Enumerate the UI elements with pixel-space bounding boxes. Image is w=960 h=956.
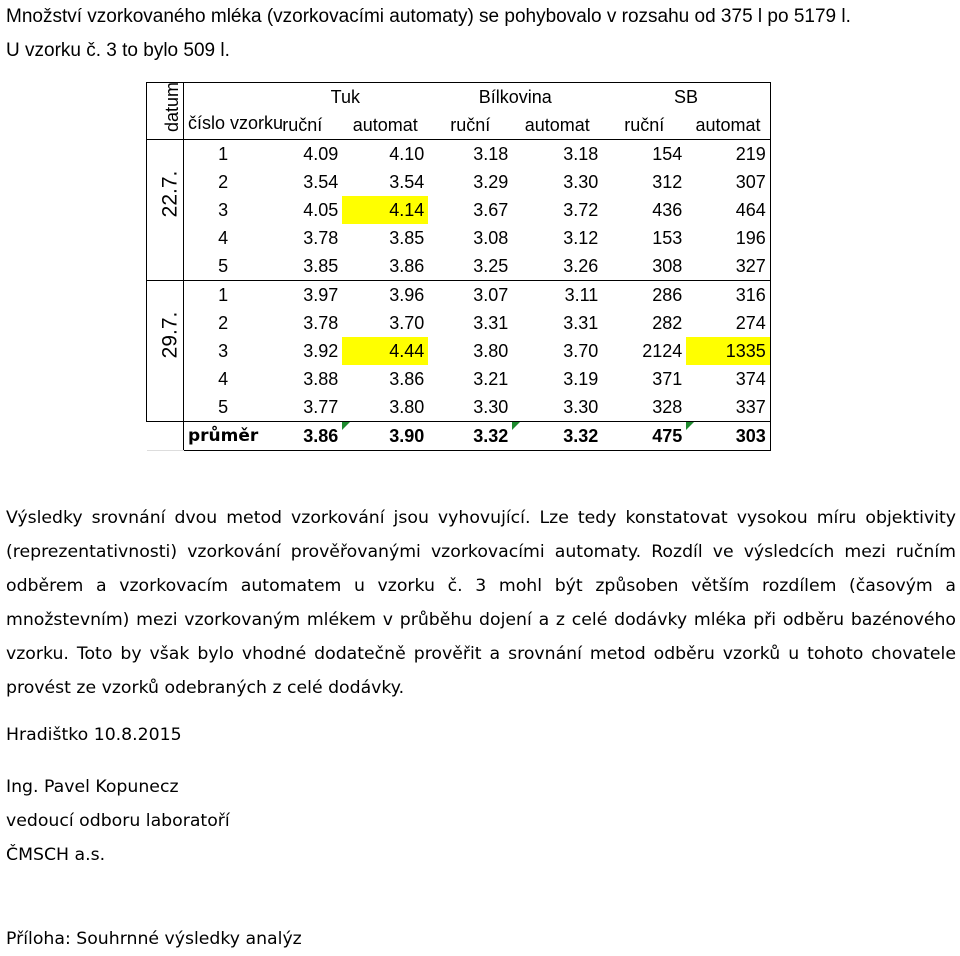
average-value: 3.32	[512, 422, 602, 451]
group-header-protein: Bílkovina	[428, 83, 602, 112]
average-row	[147, 422, 771, 451]
value-cell: 3.96	[342, 281, 428, 310]
value-cell: 3.30	[563, 172, 599, 192]
signature-name: Ing. Pavel Kopunecz	[6, 777, 179, 797]
average-spacer	[147, 422, 184, 451]
value-cell: 327	[686, 252, 770, 281]
value-cell: 3.86	[389, 369, 425, 389]
header-row-groups	[147, 83, 771, 112]
value-cell: 374	[686, 365, 770, 393]
date-cell	[147, 140, 184, 281]
table-row	[147, 393, 771, 422]
subheader-cell: automat	[686, 111, 770, 140]
intro-line-2: U vzorku č. 3 to bylo 509 l.	[6, 40, 230, 61]
attachment-note	[6, 922, 302, 956]
date-header-cell	[147, 83, 184, 140]
group-header-sb: SB	[602, 83, 770, 112]
value-cell: 3.11	[512, 281, 602, 310]
average-value: 3.90	[342, 422, 428, 451]
value-cell: 3.70	[563, 341, 599, 361]
intro-text	[6, 0, 956, 68]
table-row	[147, 309, 771, 337]
value-cell: 3.80	[473, 341, 509, 361]
value-cell: 3.07	[428, 281, 512, 310]
table-row	[147, 224, 771, 252]
place-date	[6, 718, 182, 752]
value-cell: 3.31	[473, 313, 509, 333]
sample-number: 2	[184, 309, 263, 337]
value-cell: 3.72	[563, 200, 599, 220]
value-cell: 3.86	[389, 256, 425, 276]
value-cell: 312	[652, 172, 683, 192]
value-cell-highlighted: 4.14	[342, 196, 428, 224]
results-table	[146, 82, 771, 451]
average-value: 3.32	[428, 422, 512, 451]
value-cell: 371	[652, 369, 683, 389]
value-cell: 308	[652, 256, 683, 276]
value-cell: 3.77	[303, 397, 339, 417]
sample-number: 2	[184, 168, 263, 196]
attachment-text: Příloha: Souhrnné výsledky analýz	[6, 929, 302, 949]
sample-number-header-cell	[184, 83, 284, 140]
value-cell: 3.08	[473, 228, 509, 248]
value-cell: 3.70	[389, 313, 425, 333]
value-cell: 3.12	[563, 228, 599, 248]
average-value: 3.86	[262, 422, 342, 451]
value-cell: 286	[602, 281, 686, 310]
sample-number: 1	[184, 140, 263, 169]
value-cell-highlighted: 4.44	[342, 337, 428, 365]
sample-number: 3	[184, 196, 263, 224]
value-cell: 3.29	[473, 172, 509, 192]
value-cell: 154	[602, 140, 686, 169]
subheader-cell: automat	[352, 115, 418, 135]
date-label: 29.7.	[158, 311, 182, 359]
conclusion-text: Výsledky srovnání dvou metod vzorkování jsou vyhovující. Lze tedy konstatovat vysokou míru objektivity (reprezentativnosti) vzorkování prověřovanými vzorkovacími automaty. Rozdíl ve výsledcích mezi ručním odběrem a vzorkovacím automatem u vzorku č. 3 mohl být způsoben větším rozdílem (časovým a množstevním) mezi vzorkovaným mlékem v průběhu dojení a z celé dodávky mléka při odběru bazénového vzorku. Toto by však bylo vhodné dodatečně prověřit a srovnání metod odběru vzorků u tohoto chovatele provést ze vzorků odebraných z celé dodávky.	[6, 508, 956, 698]
value-cell: 3.21	[473, 369, 509, 389]
value-cell: 196	[686, 224, 770, 252]
value-cell: 3.78	[303, 228, 339, 248]
sample-number: 5	[184, 252, 263, 281]
sample-number-header: číslo vzorku	[188, 113, 284, 133]
value-cell: 3.85	[303, 256, 339, 276]
value-cell: 153	[652, 228, 683, 248]
sample-number: 4	[184, 224, 263, 252]
value-cell: 3.97	[262, 281, 342, 310]
sample-number: 1	[184, 281, 263, 310]
value-cell: 464	[686, 196, 770, 224]
date-header: datum	[162, 81, 183, 133]
value-cell: 3.18	[428, 140, 512, 169]
value-cell: 3.67	[473, 200, 509, 220]
subheader-cell: automat	[524, 115, 590, 135]
value-cell: 3.30	[473, 397, 509, 417]
value-cell: 328	[652, 397, 683, 417]
value-cell: 219	[686, 140, 770, 169]
average-label: průměr	[184, 422, 263, 451]
group-header-fat: Tuk	[262, 83, 428, 112]
place-date-text: Hradištko 10.8.2015	[6, 725, 182, 745]
value-cell: 3.26	[563, 256, 599, 276]
signature-role: vedoucí odboru laboratoří	[6, 811, 230, 831]
signature-org: ČMSCH a.s.	[6, 845, 106, 865]
intro-line-1: Množství vzorkovaného mléka (vzorkovacími automaty) se pohybovalo v rozsahu od 375 l po 5179 l.	[6, 6, 851, 27]
table-row	[147, 365, 771, 393]
value-cell: 3.54	[303, 172, 339, 192]
subheader-cell: ruční	[624, 115, 665, 135]
value-cell: 282	[652, 313, 683, 333]
value-cell: 3.92	[303, 341, 339, 361]
value-cell: 436	[652, 200, 683, 220]
value-cell: 4.09	[262, 140, 342, 169]
signature-block	[6, 770, 230, 872]
table-row	[147, 281, 771, 310]
value-cell: 274	[686, 309, 770, 337]
table-row	[147, 252, 771, 281]
value-cell: 2124	[642, 341, 683, 361]
value-cell: 3.88	[303, 369, 339, 389]
value-cell: 307	[686, 168, 770, 196]
table-row	[147, 337, 771, 365]
value-cell: 3.80	[389, 397, 425, 417]
conclusion-paragraph	[6, 501, 956, 705]
value-cell: 337	[686, 393, 770, 422]
table-row	[147, 140, 771, 169]
sample-number: 5	[184, 393, 263, 422]
sample-number: 3	[184, 337, 263, 365]
subheader-cell: ruční	[450, 115, 491, 135]
date-label: 22.7.	[158, 170, 182, 218]
value-cell: 3.31	[563, 313, 599, 333]
value-cell: 316	[686, 281, 770, 310]
value-cell: 4.10	[342, 140, 428, 169]
average-value: 303	[686, 422, 770, 451]
value-cell-highlighted: 1335	[686, 337, 770, 365]
date-cell	[147, 281, 184, 422]
subheader-cell: ruční	[282, 115, 323, 135]
average-value: 475	[602, 422, 686, 451]
value-cell: 3.18	[512, 140, 602, 169]
value-cell: 3.30	[563, 397, 599, 417]
table-row	[147, 168, 771, 196]
value-cell: 3.54	[389, 172, 425, 192]
value-cell: 4.05	[303, 200, 339, 220]
table-row	[147, 196, 771, 224]
value-cell: 3.78	[303, 313, 339, 333]
value-cell: 3.85	[389, 228, 425, 248]
sample-number: 4	[184, 365, 263, 393]
value-cell: 3.25	[473, 256, 509, 276]
value-cell: 3.19	[563, 369, 599, 389]
